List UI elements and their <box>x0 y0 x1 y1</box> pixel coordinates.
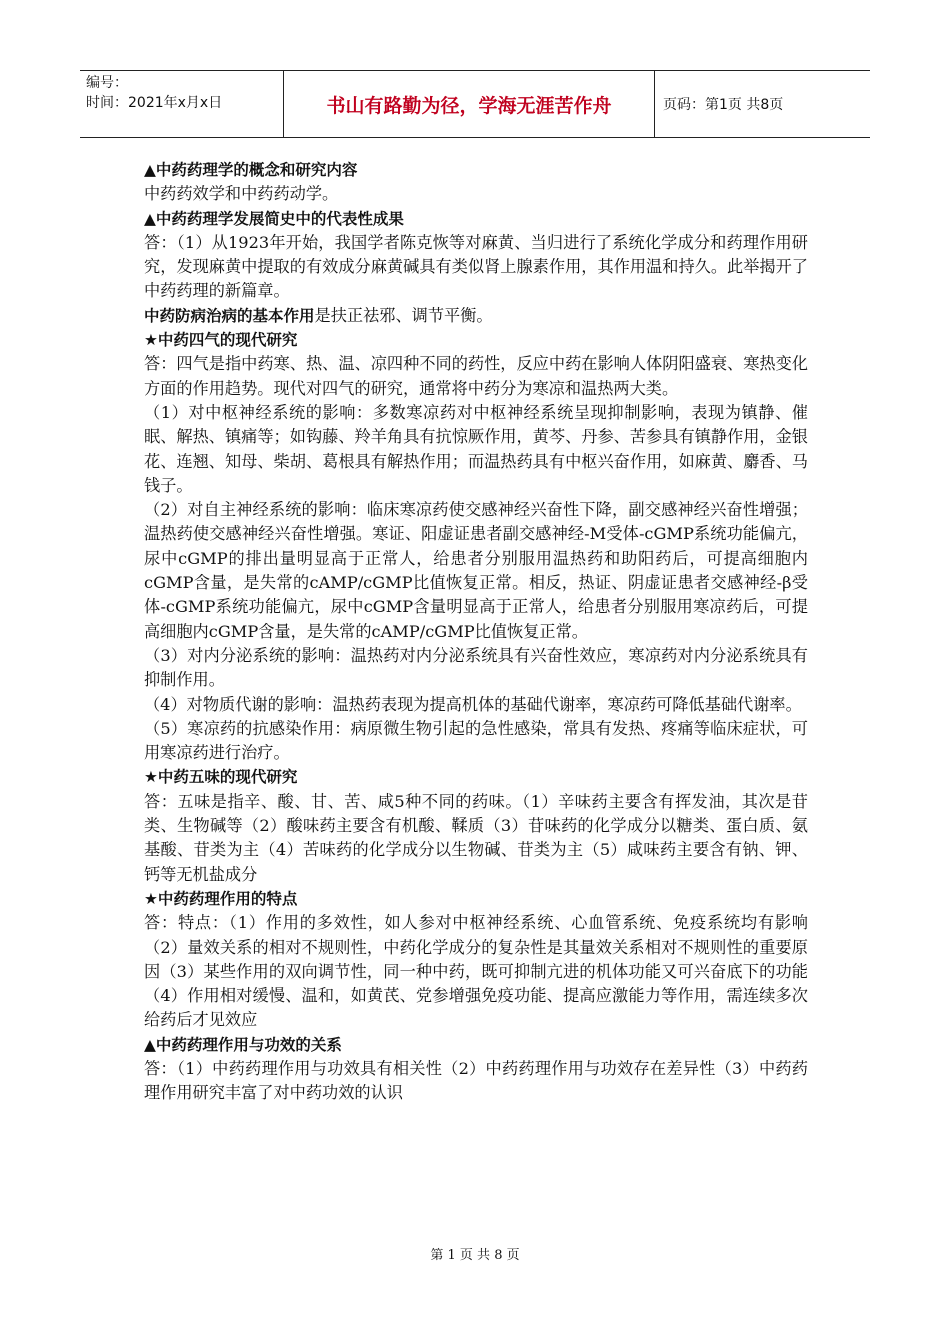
paragraph-text: 是扶正祛邪、调节平衡。 <box>314 305 493 325</box>
document-date: 时间：2021年x月x日 <box>86 95 223 111</box>
section-heading: ★中药五味的现代研究 <box>144 768 298 787</box>
paragraph: （5）寒凉药的抗感染作用：病原微生物引起的急性感染，常具有发热、疼痛等临床症状，可用寒凉药进行治疗。 <box>144 718 808 763</box>
section-heading: ▲中药药理作用与功效的关系 <box>144 1035 342 1054</box>
document-body <box>144 158 808 1106</box>
footer-page-number: 第 1 页 共 8 页 <box>430 1248 520 1263</box>
section-heading: ★中药四气的现代研究 <box>144 331 298 350</box>
paragraph: 答：（1）中药药理作用与功效具有相关性（2）中药药理作用与功效存在差异性（3）中药药理作用研究丰富了对中药功效的认识 <box>144 1058 808 1103</box>
document-number: 编号： <box>86 75 128 91</box>
paragraph: （1）对中枢神经系统的影响：多数寒凉药对中枢神经系统呈现抑制影响，表现为镇静、催眠、解热、镇痛等；如钩藤、羚羊角具有抗惊厥作用，黄芩、丹参、苦参具有镇静作用，金银花、连翘、知母、柴胡、葛根具有解热作用；而温热药具有中枢兴奋作用，如麻黄、麝香、马钱子。 <box>144 402 808 495</box>
paragraph: （2）对自主神经系统的影响：临床寒凉药使交感神经兴奋性下降，副交感神经兴奋性增强；温热药使交感神经兴奋性增强。寒证、阳虚证患者副交感神经-M受体-cGMP系统功能偏亢，尿中cGMP的排出量明显高于正常人，给患者分别服用温热药和助阳药后，可提高细胞内cGMP含量，是失常的cAMP/cGMP比值恢复正常。相反，热证、阴虚证患者交感神经-β受体-cGMP系统功能偏亢，尿中cGMP含量明显高于正常人，给患者分别服用寒凉药后，可提高细胞内cGMP含量，是失常的cAMP/cGMP比值恢复正常。 <box>144 500 808 641</box>
paragraph: （3）对内分泌系统的影响：温热药对内分泌系统具有兴奋性效应，寒凉药对内分泌系统具有抑制作用。 <box>144 645 808 690</box>
header-meta <box>80 71 284 137</box>
section-heading: ▲中药药理学的概念和研究内容 <box>144 161 358 179</box>
paragraph: 答：特点：（1）作用的多效性，如人参对中枢神经系统、心血管系统、免疫系统均有影响（2）量效关系的相对不规则性，中药化学成分的复杂性是其量效关系相对不规则性的重要原因（3）某些作用的双向调节性，同一种中药，既可抑制亢进的机体功能又可兴奋底下的功能（4）作用相对缓慢、温和，如黄芪、党参增强免疫功能、提高应激能力等作用，需连续多次给药后才见效应 <box>144 913 808 1030</box>
paragraph: 答：（1）从1923年开始，我国学者陈克恢等对麻黄、当归进行了系统化学成分和药理作用研究，发现麻黄中提取的有效成分麻黄碱具有类似肾上腺素作用，其作用温和持久。此举揭开了中药药理的新篇章。 <box>144 232 808 301</box>
header-motto: 书山有路勤为径，学海无涯苦作舟 <box>284 71 655 137</box>
paragraph: 中药药效学和中药药动学。 <box>144 184 339 204</box>
page-header <box>80 70 870 138</box>
header-page-info <box>663 71 870 137</box>
section-heading: ★中药药理作用的特点 <box>144 889 298 908</box>
paragraph: （4）对物质代谢的影响：温热药表现为提高机体的基础代谢率，寒凉药可降低基础代谢率。 <box>144 694 802 714</box>
page-info-text: 页码：第1页 共8页 <box>663 97 784 113</box>
page-footer <box>0 1244 950 1263</box>
paragraph: 答：五味是指辛、酸、甘、苦、咸5种不同的药味。（1）辛味药主要含有挥发油，其次是苷类、生物碱等（2）酸味药主要含有机酸、鞣质（3）苷味药的化学成分以糖类、蛋白质、氨基酸、苷类为主（4）苦味药的化学成分以生物碱、苷类为主（5）咸味药主要含有钠、钾、钙等无机盐成分 <box>144 791 808 884</box>
section-heading: ▲中药药理学发展简史中的代表性成果 <box>144 209 404 228</box>
paragraph: 答：四气是指中药寒、热、温、凉四种不同的药性，反应中药在影响人体阴阳盛衰、寒热变化方面的作用趋势。现代对四气的研究，通常将中药分为寒凉和温热两大类。 <box>144 354 808 398</box>
paragraph <box>144 304 808 328</box>
bold-term: 中药防病治病的基本作用 <box>144 306 315 325</box>
